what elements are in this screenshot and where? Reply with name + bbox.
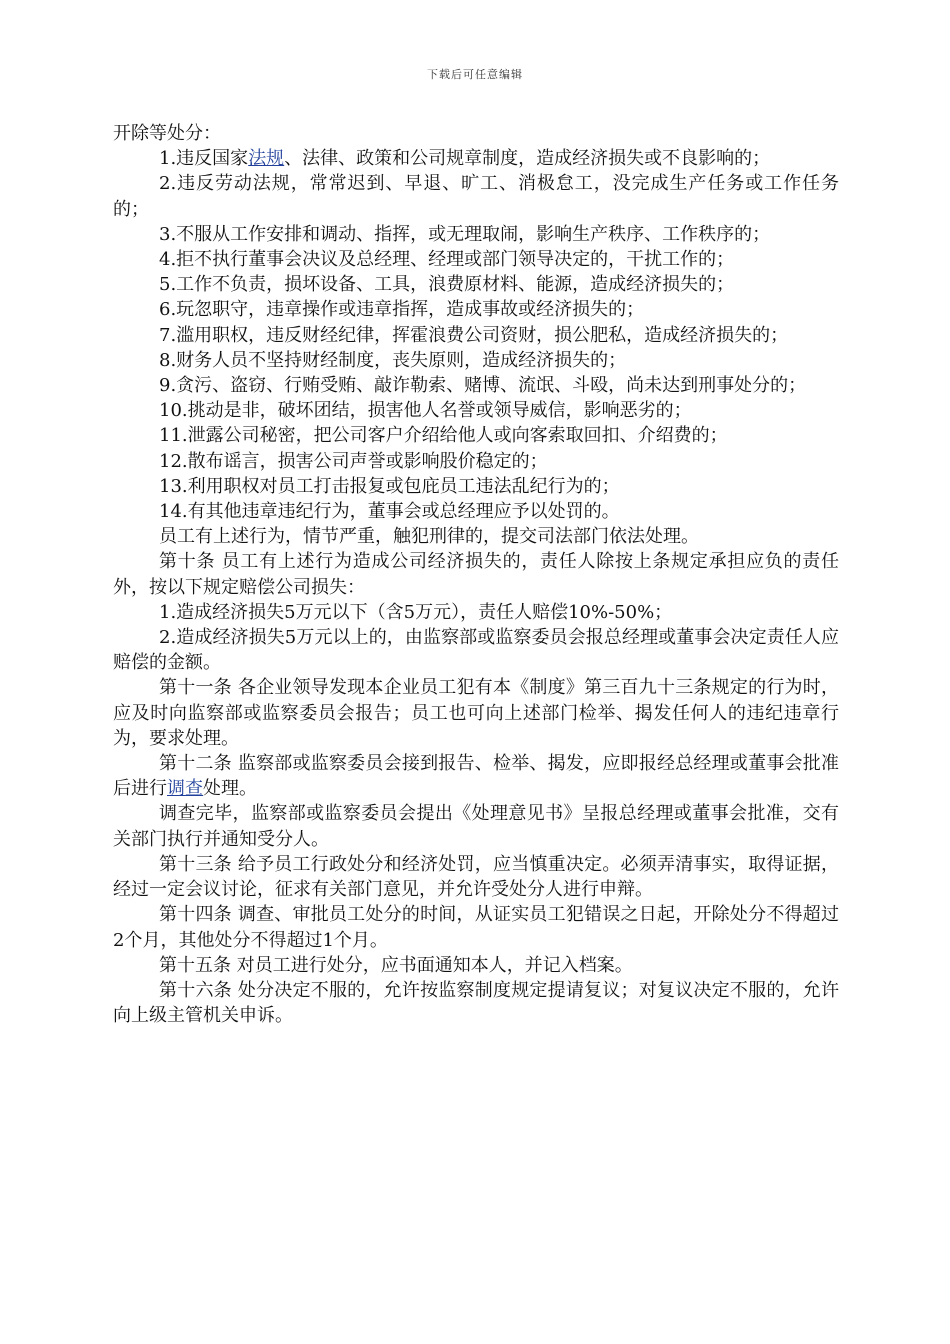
paragraph-item-14: 14.有其他违章违纪行为，董事会或总经理应予以处罚的。 bbox=[159, 501, 620, 523]
article-10-item-1: 1.造成经济损失5万元以下（含5万元），责任人赔偿10%-50%； bbox=[159, 601, 673, 623]
link-investigation[interactable]: 调查 bbox=[167, 778, 203, 800]
paragraph-criminal: 员工有上述行为，情节严重，触犯刑律的，提交司法部门依法处理。 bbox=[159, 526, 699, 548]
page-header: 下载后可任意编辑 bbox=[427, 68, 523, 81]
paragraph-item-7: 7.滥用职权，违反财经纪律，挥霍浪费公司资财，损公肥私，造成经济损失的； bbox=[159, 324, 789, 346]
paragraph-item-8: 8.财务人员不坚持财经制度，丧失原则，造成经济损失的； bbox=[159, 349, 627, 371]
paragraph-item-13: 13.利用职权对员工打击报复或包庇员工违法乱纪行为的； bbox=[159, 475, 620, 497]
paragraph-item-3: 3.不服从工作安排和调动、指挥，或无理取闹，影响生产秩序、工作秩序的； bbox=[159, 223, 771, 245]
text-segment: 第十二条 监察部或监察委员会接到报告、检举、揭发，应即报经总经理或董事会批准后进行 bbox=[113, 753, 839, 800]
paragraph-item-5: 5.工作不负责，损坏设备、工具，浪费原材料、能源，造成经济损失的； bbox=[159, 274, 735, 296]
article-10: 第十条 员工有上述行为造成公司经济损失的，责任人除按上条规定承担应负的责任外，按以下规定赔偿公司损失： bbox=[113, 551, 839, 598]
paragraph-item-6: 6.玩忽职守，违章操作或违章指挥，造成事故或经济损失的； bbox=[159, 299, 645, 321]
paragraph-item-12: 12.散布谣言，损害公司声誉或影响股价稳定的； bbox=[159, 450, 548, 472]
article-12 bbox=[113, 751, 839, 801]
article-16: 第十六条 处分决定不服的，允许按监察制度规定提请复议；对复议决定不服的，允许向上级主管机关申诉。 bbox=[113, 979, 839, 1027]
paragraph-item-9: 9.贪污、盗窃、行贿受贿、敲诈勒索、赌博、流氓、斗殴，尚未达到刑事处分的； bbox=[159, 375, 807, 397]
paragraph-item-2: 2.违反劳动法规，常常迟到、早退、旷工、消极怠工，没完成生产任务或工作任务的； bbox=[113, 173, 839, 220]
article-10-item-2: 2.造成经济损失5万元以上的，由监察部或监察委员会报总经理或董事会决定责任人应赔偿的金额。 bbox=[113, 627, 839, 674]
paragraph-item-4: 4.拒不执行董事会决议及总经理、经理或部门领导决定的，干扰工作的； bbox=[159, 249, 735, 271]
article-15: 第十五条 对员工进行处分，应书面通知本人，并记入档案。 bbox=[159, 954, 633, 976]
article-13: 第十三条 给予员工行政处分和经济处罚，应当慎重决定。必须弄清事实，取得证据，经过一定会议讨论，征求有关部门意见，并允许受处分人进行申辩。 bbox=[113, 853, 839, 901]
paragraph-investigation-result: 调查完毕，监察部或监察委员会提出《处理意见书》呈报总经理或董事会批准，交有关部门执行并通知受分人。 bbox=[113, 803, 839, 850]
text-segment: 处理。 bbox=[203, 778, 257, 800]
text-segment: 1.违反国家 bbox=[159, 148, 249, 170]
article-14: 第十四条 调查、审批员工处分的时间，从证实员工犯错误之日起，开除处分不得超过2个月，其他处分不得超过1个月。 bbox=[113, 904, 839, 951]
document-body bbox=[113, 121, 839, 1028]
paragraph-item-1 bbox=[113, 146, 839, 171]
article-11: 第十一条 各企业领导发现本企业员工犯有本《制度》第三百九十三条规定的行为时，应及时向监察部或监察委员会报告；员工也可向上述部门检举、揭发任何人的违纪违章行为，要求处理。 bbox=[113, 677, 839, 749]
paragraph-intro: 开除等处分： bbox=[113, 123, 221, 144]
text-segment: 、法律、政策和公司规章制度，造成经济损失或不良影响的； bbox=[284, 148, 771, 170]
paragraph-item-10: 10.挑动是非，破坏团结，损害他人名誉或领导威信，影响恶劣的； bbox=[159, 400, 692, 422]
paragraph-item-11: 11.泄露公司秘密，把公司客户介绍给他人或向客索取回扣、介绍费的； bbox=[159, 425, 728, 447]
link-regulations[interactable]: 法规 bbox=[248, 148, 285, 170]
